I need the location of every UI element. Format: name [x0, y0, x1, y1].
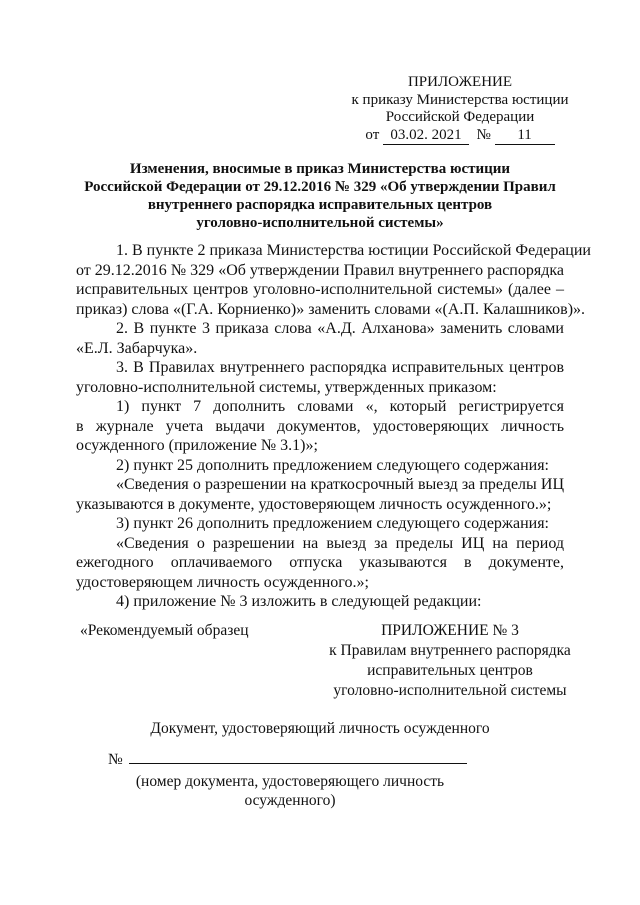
sample-label: «Рекомендуемый образец [80, 622, 249, 639]
paragraph [76, 319, 564, 358]
paragraph-line: «Е.Л. Забарчука». [76, 339, 198, 357]
appendix-3-line: исправительных центров [367, 662, 533, 679]
title-line: уголовно-исполнительной системы» [196, 215, 444, 231]
paragraph-line: 1. В пункте 2 приказа Министерства юстиции Российской Федерации [116, 242, 591, 259]
paragraph [76, 592, 564, 612]
paragraph-line: приказ) слова «(Г.А. Корниенко)» заменить словами «(А.П. Калашников)». [76, 300, 586, 318]
paragraph-line: осужденного (приложение № 3.1)»; [76, 437, 318, 454]
paragraph-line: 3) пункт 26 дополнить предложением следующего содержания: [116, 515, 549, 532]
appendix-date-row [340, 127, 580, 146]
paragraph-line: 3. В Правилах внутреннего распорядка исправительных центров [116, 359, 564, 376]
appendix-3-title: ПРИЛОЖЕНИЕ № 3 [381, 622, 519, 639]
order-date: 03.02. 2021 [383, 127, 469, 146]
paragraph-line: указываются в документе, удостоверяющем личность осужденного.»; [76, 495, 552, 513]
number-caption [100, 772, 480, 810]
appendix-title: ПРИЛОЖЕНИЕ [407, 74, 513, 90]
paragraph-line: ежегодного оплачиваемого отпуска указываются в документе, [76, 554, 564, 571]
title-line: Изменения, вносимые в приказ Министерства юстиции [129, 161, 511, 177]
appendix-header [340, 74, 580, 145]
title-line: Российской Федерации от 29.12.2016 № 329 «Об утверждении Правил [84, 179, 556, 195]
paragraph-line: 1) пункт 7 дополнить словами «, который регистрируется [116, 398, 564, 415]
paragraph [76, 397, 564, 456]
caption-line: осужденного) [244, 792, 336, 809]
number-prefix: № [476, 126, 491, 143]
paragraph-line: «Сведения о разрешении на краткосрочный выезд за пределы ИЦ [116, 476, 564, 493]
paragraph [76, 534, 564, 593]
appendix-line: Российской Федерации [385, 109, 535, 125]
paragraph [76, 475, 564, 514]
paragraph-line: уголовно-исполнительной системы, утвержденных приказом: [76, 378, 497, 396]
appendix-3-line: уголовно-исполнительной системы [333, 682, 567, 699]
number-blank-line [129, 749, 467, 764]
date-prefix: от [365, 126, 380, 143]
document-title [60, 160, 580, 232]
paragraph [76, 358, 564, 397]
appendix-3-header [300, 621, 600, 701]
document-body [76, 241, 591, 612]
paragraph [76, 514, 564, 534]
number-field-row [108, 749, 467, 770]
paragraph-line: исправительных центров уголовно-исполнительной системы» (далее – [76, 281, 564, 298]
paragraph-line: 2. В пункте 3 приказа слова «А.Д. Алханова» заменить словами [116, 320, 564, 337]
paragraph-line: «Сведения о разрешении на выезд за пределы ИЦ на период [116, 534, 564, 552]
form-title: Документ, удостоверяющий личность осужденного [150, 720, 490, 737]
paragraph [76, 241, 591, 319]
appendix-3-line: к Правилам внутреннего распорядка [329, 642, 571, 659]
paragraph-line: 2) пункт 25 дополнить предложением следующего содержания: [116, 456, 549, 474]
caption-line: (номер документа, удостоверяющего личность [135, 773, 445, 790]
paragraph-line: в журнале учета выдачи документов, удостоверяющих личность [76, 417, 564, 435]
paragraph-line: 4) приложение № 3 изложить в следующей редакции: [116, 593, 482, 610]
paragraph-line: от 29.12.2016 № 329 «Об утверждении Правил внутреннего распорядка [76, 261, 564, 279]
appendix-line: к приказу Министерства юстиции [351, 91, 569, 108]
order-number: 11 [495, 127, 555, 146]
title-line: внутреннего распорядка исправительных центров [147, 197, 493, 213]
paragraph-line: удостоверяющем личность осужденного.»; [76, 573, 369, 591]
number-label: № [108, 751, 123, 768]
paragraph [76, 456, 564, 476]
